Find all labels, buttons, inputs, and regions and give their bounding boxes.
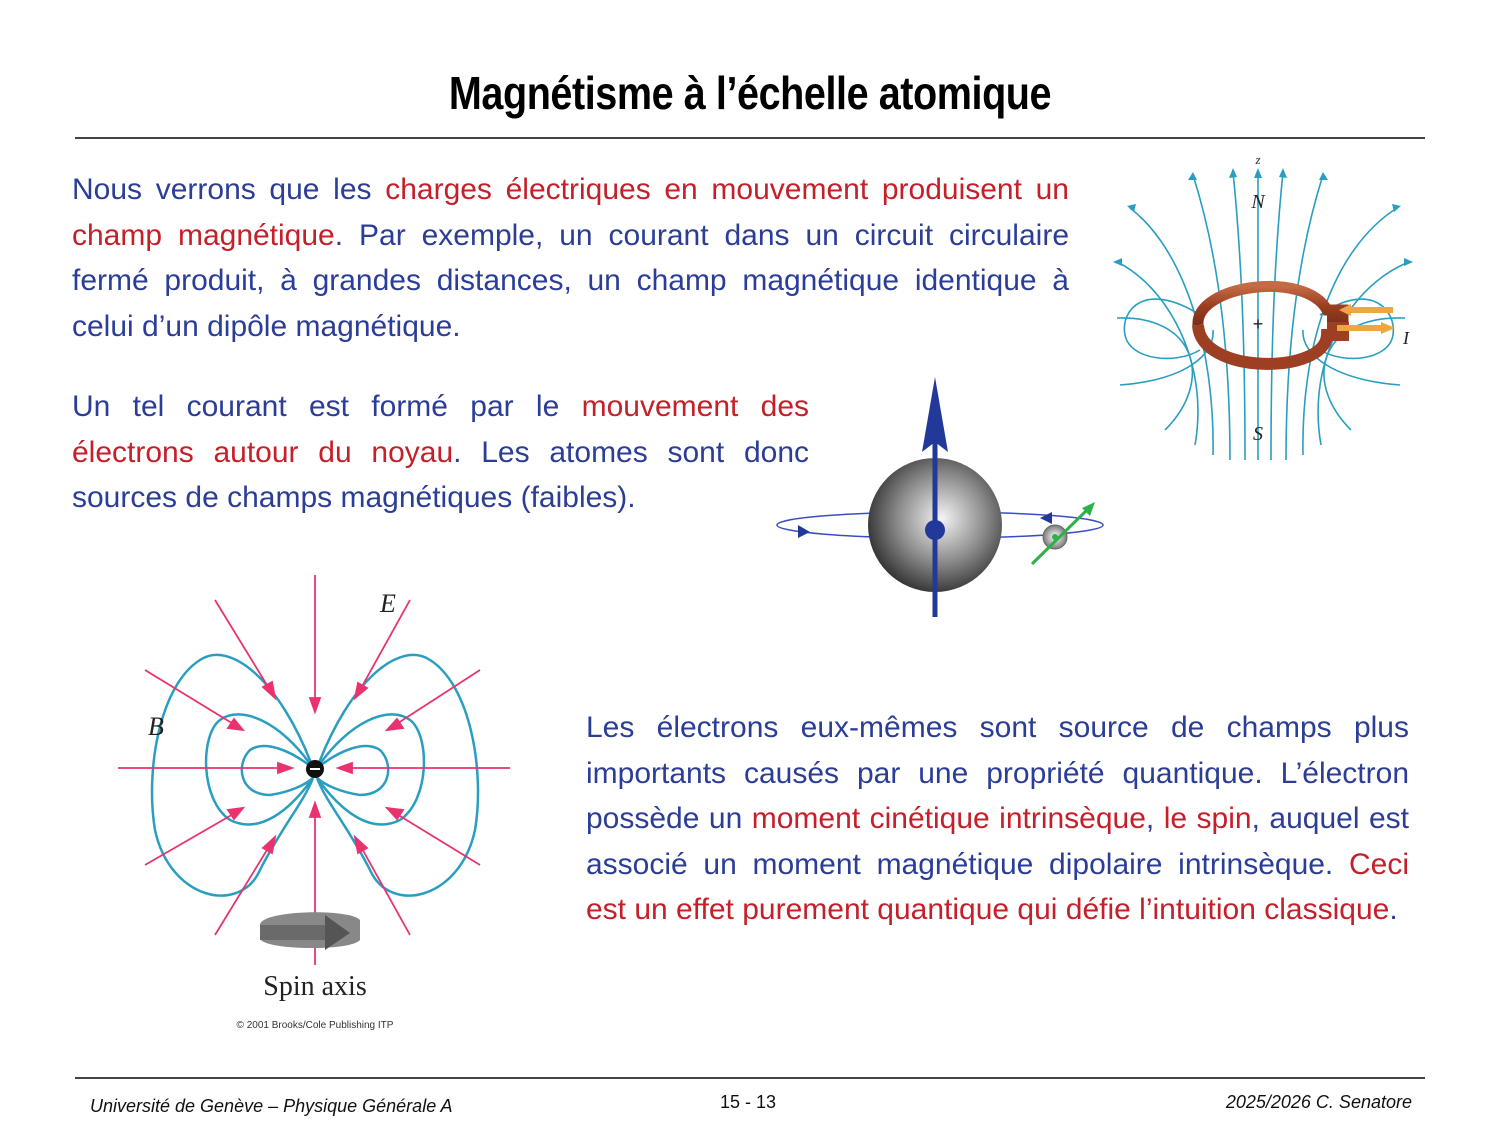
text-segment: . (1389, 893, 1398, 926)
electron-spin-figure (110, 570, 520, 1040)
highlight-segment: mouvement des électrons autour du noyau (72, 390, 809, 469)
spin-axis-caption: Spin axis (263, 971, 367, 1002)
highlight-segment: le spin (1163, 802, 1252, 835)
title-divider (75, 137, 1425, 139)
text-segment: , (1145, 802, 1164, 835)
paragraph-intro (72, 167, 1069, 349)
center-mark: + (1252, 314, 1264, 334)
north-pole-label: N (1251, 191, 1265, 213)
b-field-label: B (148, 712, 164, 741)
text-segment: Nous verrons que les (72, 173, 386, 206)
figure-copyright: © 2001 Brooks/Cole Publishing ITP (236, 1020, 394, 1031)
slide-title: Magnétisme à l’échelle atomique (448, 67, 1052, 119)
highlight-segment: charges électriques en mouvement produisent un champ magnétique (72, 173, 1069, 252)
footer-institution: Université de Genève – Physique Générale A (90, 1096, 453, 1116)
highlight-segment: Ceci est un effet purement quantique qui défie l’intuition classique (586, 847, 1409, 926)
paragraph-atomic-current (72, 384, 809, 521)
atom-nucleus-icon (770, 372, 1110, 702)
current-label: I (1403, 328, 1409, 348)
text-segment: . Par exemple, un courant dans un circuit circulaire fermé produit, à grandes distances, un champ magnétique identique à celui d’un dipôle magnétique. (72, 218, 1069, 343)
e-field-label: E (380, 589, 396, 618)
text-segment: . Les atomes sont donc sources de champs magnétiques (faibles). (72, 435, 809, 514)
footer-author-year: 2025/2026 C. Senatore (1225, 1092, 1412, 1112)
text-segment: Les électrons eux-mêmes sont source de champs plus importants causés par une propriété quantique. L’électron possède un (586, 711, 1409, 835)
paragraph-spin (586, 705, 1409, 933)
south-pole-label: S (1253, 423, 1263, 445)
atom-orbit-figure (770, 372, 1110, 702)
z-axis-label: z (1255, 152, 1261, 167)
magnetic-field-lines-icon (1105, 150, 1425, 470)
text-segment: , auquel est associé un moment magnétique dipolaire intrinsèque. (586, 802, 1409, 881)
footer-page-number: 15 - 13 (720, 1092, 777, 1112)
text-segment: Un tel courant est formé par le (72, 390, 582, 423)
highlight-segment: moment cinétique intrinsèque (751, 802, 1146, 835)
current-loop-figure (1105, 150, 1425, 470)
spin-field-diagram-icon (110, 570, 520, 1040)
footer-divider (75, 1077, 1425, 1079)
